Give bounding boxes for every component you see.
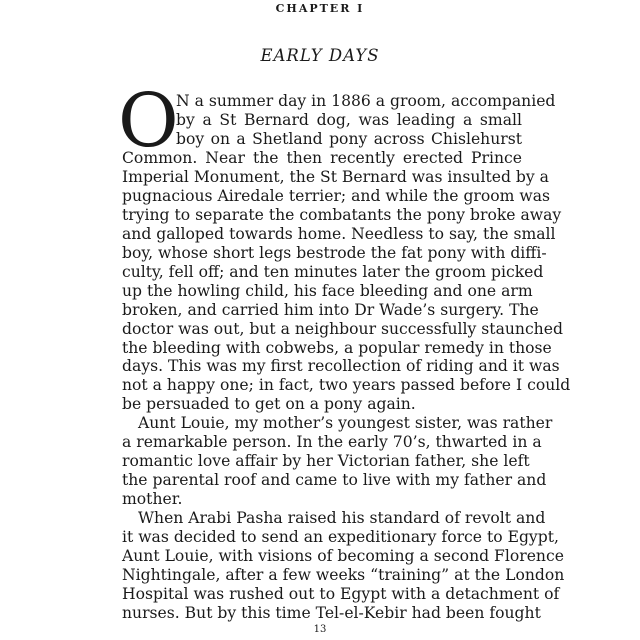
text-line-24: it was decided to send an expeditionary force to Egypt, — [122, 528, 559, 546]
text-line-16: not a happy one; in fact, two years passed before I could — [122, 376, 571, 394]
text-line-22: mother. — [122, 490, 183, 508]
text-line-6: pugnacious Airedale terrier; and while the groom was — [122, 187, 551, 205]
text-line-3: boy on a Shetland pony across Chislehurst — [176, 130, 522, 148]
text-line-13: doctor was out, but a neighbour successfully staunched — [122, 320, 563, 338]
chapter-label: CHAPTER I — [275, 2, 365, 15]
text-line-4: Common. Near the then recently erected Prince — [122, 149, 522, 167]
text-line-14: the bleeding with cobwebs, a popular remedy in those — [122, 339, 552, 357]
text-line-25: Aunt Louie, with visions of becoming a second Florence — [122, 547, 564, 565]
text-line-10: culty, fell off; and ten minutes later the groom picked — [122, 263, 544, 281]
text-line-17: be persuaded to get on a pony again. — [122, 395, 416, 413]
text-line-12: broken, and carried him into Dr Wade’s surgery. The — [122, 301, 539, 319]
text-line-23: When Arabi Pasha raised his standard of revolt and — [138, 509, 546, 527]
text-line-21: the parental roof and came to live with my father and — [122, 471, 547, 489]
text-line-27: Hospital was rushed out to Egypt with a detachment of — [122, 585, 560, 603]
text-line-1: N a summer day in 1886 a groom, accompanied — [176, 92, 556, 110]
text-line-8: and galloped towards home. Needless to say, the small — [122, 225, 556, 243]
text-line-20: romantic love affair by her Victorian father, she left — [122, 452, 530, 470]
text-line-9: boy, whose short legs bestrode the fat pony with diffi- — [122, 244, 547, 262]
text-line-19: a remarkable person. In the early 70’s, thwarted in a — [122, 433, 542, 451]
text-line-15: days. This was my first recollection of riding and it was — [122, 357, 560, 375]
text-line-2: by a St Bernard dog, was leading a small — [176, 111, 522, 129]
text-line-5: Imperial Monument, the St Bernard was insulted by a — [122, 168, 549, 186]
text-line-18: Aunt Louie, my mother’s youngest sister, was rather — [138, 414, 553, 432]
chapter-title: EARLY DAYS — [260, 46, 380, 65]
text-line-26: Nightingale, after a few weeks “training” at the London — [122, 566, 565, 584]
drop-cap-letter: O — [118, 78, 179, 164]
text-line-11: up the howling child, his face bleeding and one arm — [122, 282, 533, 300]
text-line-7: trying to separate the combatants the pony broke away — [122, 206, 562, 224]
page-number: 13 — [313, 624, 327, 635]
text-line-28: nurses. But by this time Tel-el-Kebir had been fought — [122, 604, 541, 622]
